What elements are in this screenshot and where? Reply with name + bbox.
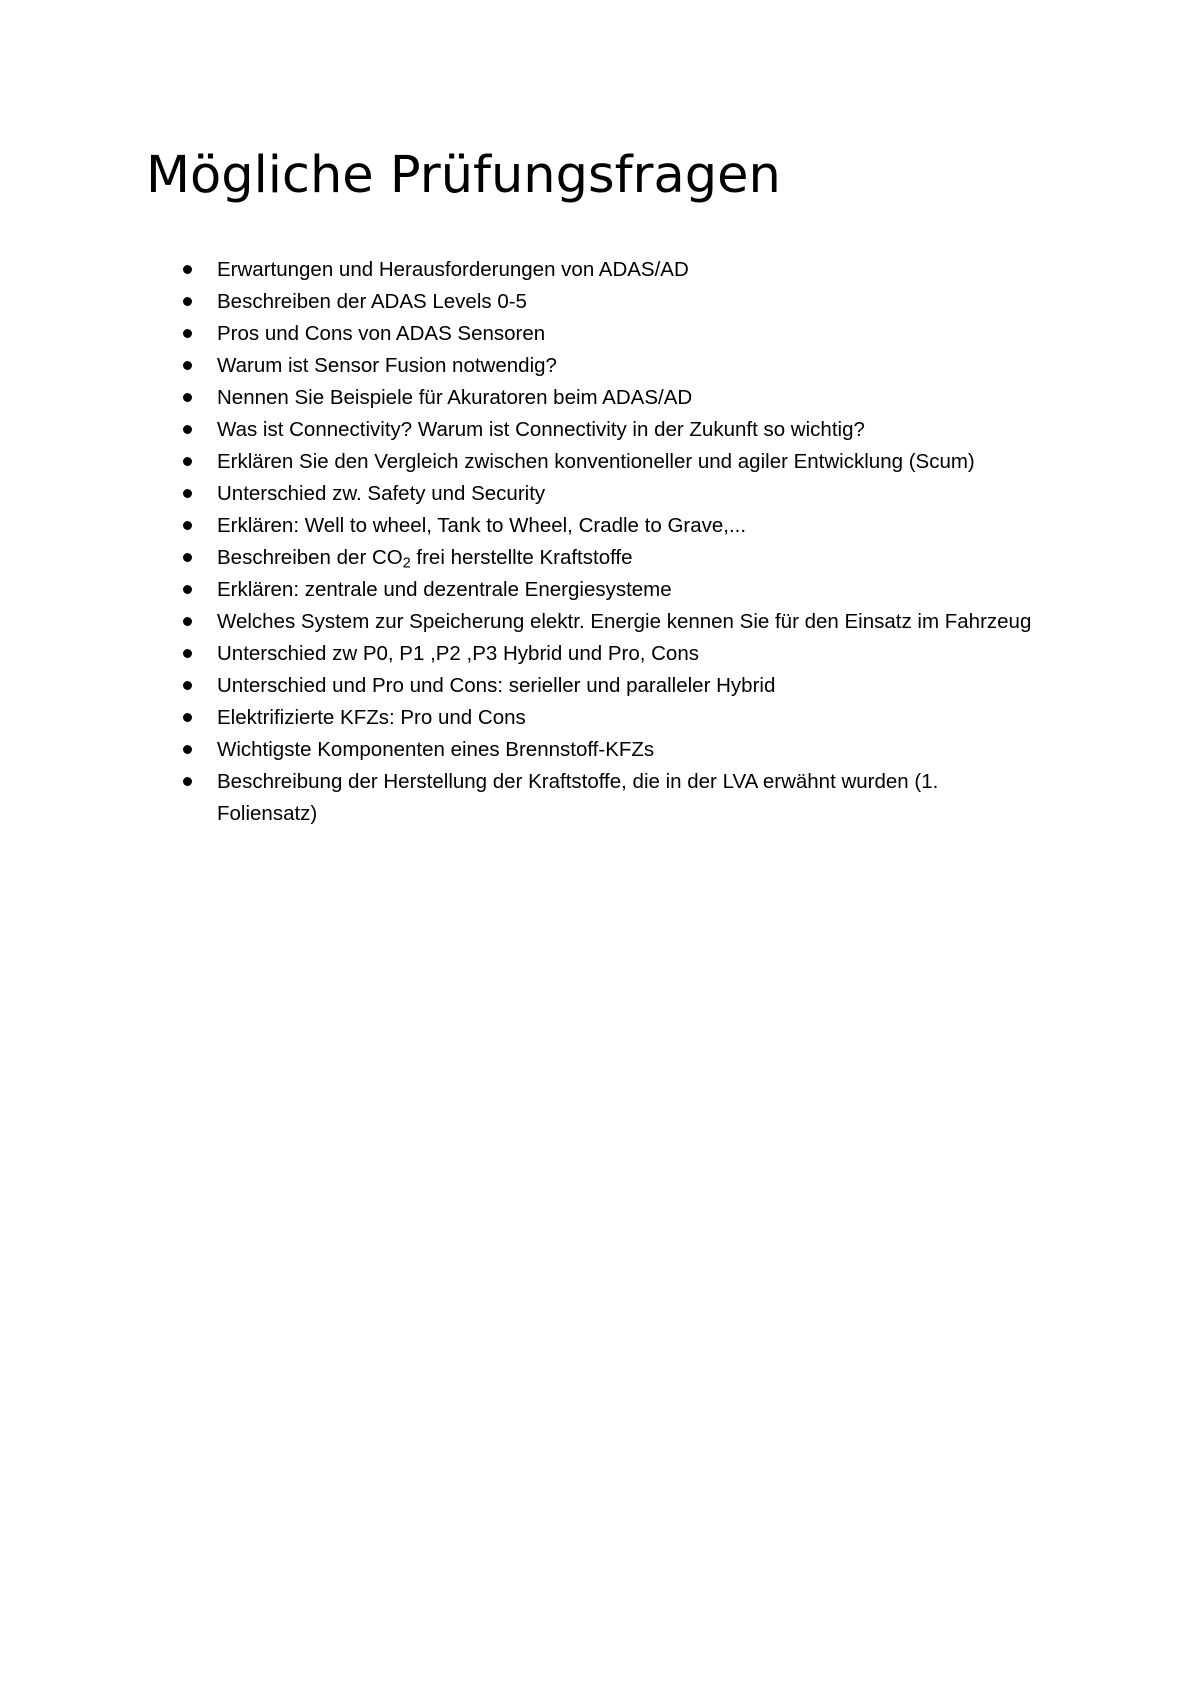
bullet-icon [183,553,192,562]
list-item [0,542,1037,574]
bullet-icon [183,361,192,370]
question-text: Unterschied zw. Safety und Security [217,482,546,505]
list-item [0,382,1037,414]
page-title: Mögliche Prüfungsfragen [146,146,781,205]
list-item [0,766,1037,830]
bullet-icon [183,745,192,754]
list-item [0,254,1037,286]
list-item [0,734,1037,766]
bullet-icon [183,329,192,338]
list-item [0,478,1037,510]
list-item [0,510,1037,542]
list-item [0,446,1037,478]
question-text: Wichtigste Komponenten eines Brennstoff-KFZs [217,738,655,761]
bullet-icon [183,713,192,722]
bullet-icon [183,617,192,626]
bullet-icon [183,265,192,274]
bullet-icon [183,425,192,434]
list-item [0,350,1037,382]
bullet-icon [183,777,192,786]
question-text-part: frei herstellte Kraftstoffe [410,546,633,569]
bullet-icon [183,393,192,402]
question-text: Elektrifizierte KFZs: Pro und Cons [217,706,526,729]
question-text: Erwartungen und Herausforderungen von ADAS/AD [217,258,689,281]
list-item [0,606,1037,638]
list-item [0,318,1037,350]
list-item [0,286,1037,318]
bullet-icon [183,681,192,690]
question-text: Warum ist Sensor Fusion notwendig? [217,354,557,377]
question-list [0,254,1037,830]
question-text: Beschreibung der Herstellung der Kraftstoffe, die in der LVA erwähnt wurden (1. Foliensatz) [217,770,939,825]
bullet-icon [183,521,192,530]
bullet-icon [183,489,192,498]
subscript-digit: 2 [402,555,411,572]
bullet-icon [183,297,192,306]
question-text: Pros und Cons von ADAS Sensoren [217,322,546,345]
question-text: Nennen Sie Beispiele für Akuratoren beim ADAS/AD [217,386,693,409]
bullet-icon [183,457,192,466]
question-text [217,542,1037,574]
list-item [0,574,1037,606]
bullet-icon [183,585,192,594]
list-item [0,638,1037,670]
question-text: Erklären: Well to wheel, Tank to Wheel, Cradle to Grave,... [217,514,747,537]
list-item [0,414,1037,446]
question-text: Unterschied und Pro und Cons: serieller und paralleler Hybrid [217,674,776,697]
question-text-part: Beschreiben der CO [217,546,403,569]
question-text: Unterschied zw P0, P1 ,P2 ,P3 Hybrid und Pro, Cons [217,642,699,665]
question-text: Was ist Connectivity? Warum ist Connectivity in der Zukunft so wichtig? [217,418,865,441]
list-item [0,702,1037,734]
question-text: Erklären: zentrale und dezentrale Energiesysteme [217,578,672,601]
question-text: Erklären Sie den Vergleich zwischen konventioneller und agiler Entwicklung (Scum) [217,450,975,473]
question-text: Welches System zur Speicherung elektr. Energie kennen Sie für den Einsatz im Fahrzeug [217,610,1032,633]
bullet-icon [183,649,192,658]
question-text: Beschreiben der ADAS Levels 0-5 [217,290,527,313]
list-item [0,670,1037,702]
